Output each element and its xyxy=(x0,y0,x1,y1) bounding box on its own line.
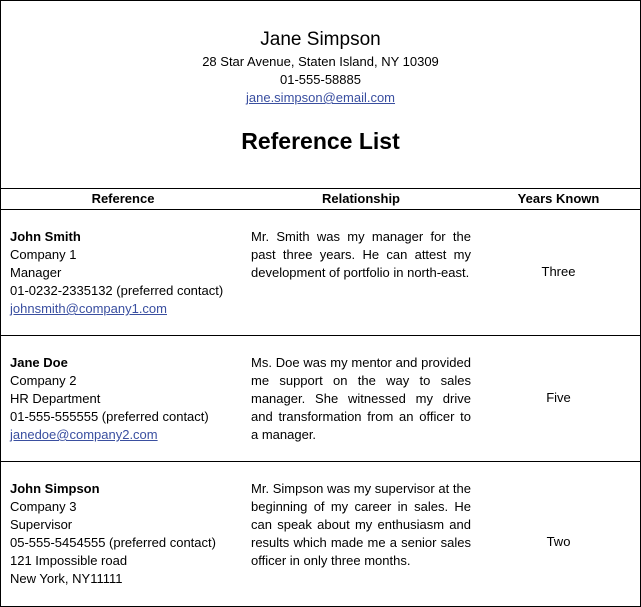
reference-position: Manager xyxy=(10,265,62,280)
reference-email-link[interactable]: janedoe@company2.com xyxy=(10,427,158,442)
relationship-cell: Mr. Simpson was my supervisor at the beginning of my career in sales. He can speak about my enthusiasm and results which made me a senior sales officer in only three months. xyxy=(251,481,471,568)
relationship-cell: Ms. Doe was my mentor and provided me support on the way to sales manager. She witnessed my drive and transformation from an officer to a manager. xyxy=(251,355,471,442)
reference-name: Jane Doe xyxy=(10,355,68,370)
reference-email-link[interactable]: johnsmith@company1.com xyxy=(10,301,167,316)
reference-company: Company 3 xyxy=(10,499,77,514)
applicant-email-line xyxy=(1,89,640,107)
reference-city: New York, NY11111 xyxy=(10,571,123,586)
years-known-cell: Five xyxy=(546,390,571,405)
reference-cell xyxy=(10,480,245,588)
years-known-cell: Three xyxy=(541,264,576,279)
table-row xyxy=(1,210,640,336)
reference-company: Company 1 xyxy=(10,247,77,262)
table-header xyxy=(1,188,640,210)
table-row xyxy=(1,462,640,605)
reference-phone: 05-555-5454555 (preferred contact) xyxy=(10,535,216,550)
reference-company: Company 2 xyxy=(10,373,77,388)
reference-street-address: 121 Impossible road xyxy=(10,553,128,568)
reference-name: John Smith xyxy=(10,229,81,244)
applicant-name: Jane Simpson xyxy=(260,29,381,50)
reference-phone: 01-555-555555 (preferred contact) xyxy=(10,409,209,424)
relationship-cell: Mr. Smith was my manager for the past three years. He can attest my development of portfolio in north-east. xyxy=(251,229,471,280)
page-title: Reference List xyxy=(241,128,400,154)
applicant-email-link[interactable]: jane.simpson@email.com xyxy=(245,90,396,105)
column-header-relationship: Relationship xyxy=(321,191,400,206)
reference-name: John Simpson xyxy=(10,481,100,496)
reference-cell xyxy=(10,228,245,318)
reference-cell xyxy=(10,354,245,444)
reference-position: Supervisor xyxy=(10,517,73,532)
document-header xyxy=(1,1,640,188)
table-row xyxy=(1,336,640,462)
reference-phone: 01-0232-2335132 (preferred contact) xyxy=(10,283,224,298)
column-header-reference: Reference xyxy=(91,191,155,206)
applicant-phone: 01-555-58885 xyxy=(280,72,361,87)
reference-department: HR Department xyxy=(10,391,101,406)
column-header-years-known: Years Known xyxy=(517,191,600,206)
applicant-address: 28 Star Avenue, Staten Island, NY 10309 xyxy=(202,54,439,69)
years-known-cell: Two xyxy=(546,534,571,549)
